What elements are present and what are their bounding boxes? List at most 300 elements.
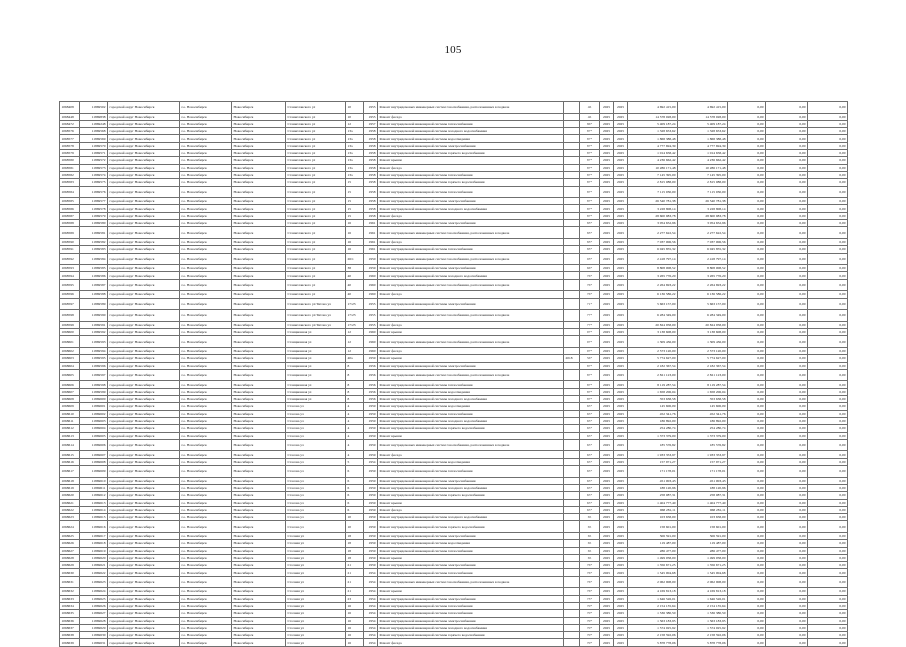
work-type-cell: Ремонт внутридомовой инженерной системы горячего водоснабжения [378, 179, 564, 186]
settlement-cell: г.о. Новосибирск [180, 439, 232, 451]
address-id-cell: 11869571 [80, 150, 108, 157]
owner-funds-cell: 0,00 [766, 113, 808, 120]
owner-funds-cell: 0,00 [766, 150, 808, 157]
object-code-cell: 1068600 [60, 329, 80, 336]
plan-year-from-cell: 2025 [600, 595, 614, 602]
settlement-cell: г.о. Новосибирск [180, 298, 232, 310]
budget-funds-cell: 0,00 [728, 610, 766, 617]
prior-repair-year-cell: 2018 [564, 355, 580, 362]
prior-repair-year-cell [564, 279, 580, 291]
table-row [60, 388, 848, 395]
table-row [60, 113, 848, 120]
house-number-cell: 40а [346, 355, 364, 362]
regional-fund-cost-cell: 2 821 123,00 [678, 369, 728, 381]
priority-index-cell: 76* [580, 562, 600, 569]
regional-fund-cost-cell: 8 808 008,52 [678, 265, 728, 272]
other-funds-cell: 0,00 [808, 205, 848, 212]
build-year-cell: 1960 [364, 272, 378, 279]
address-id-cell: 11869631 [80, 639, 108, 646]
total-cost-cell: 452 341,76 [628, 410, 678, 417]
settlement-cell: г.о. Новосибирск [180, 246, 232, 253]
street-cell: Стасова ул [286, 403, 346, 410]
street-cell: Станиславского ул [286, 171, 346, 178]
municipality-cell: городской округ Новосибирск [108, 310, 180, 322]
plan-year-to-cell: 2025 [614, 569, 628, 576]
work-type-cell: Ремонт крыши [378, 355, 564, 362]
city-cell: Новосибирск [232, 310, 286, 322]
prior-repair-year-cell [564, 329, 580, 336]
budget-funds-cell: 0,00 [728, 128, 766, 135]
other-funds-cell: 0,00 [808, 458, 848, 465]
city-cell: Новосибирск [232, 336, 286, 348]
regional-fund-cost-cell: 145 606,09 [678, 403, 728, 410]
build-year-cell: 1961 [364, 246, 378, 253]
address-id-cell: 11869599 [80, 388, 108, 395]
build-year-cell: 1958 [364, 198, 378, 205]
settlement-cell: г.о. Новосибирск [180, 291, 232, 298]
settlement-cell: г.о. Новосибирск [180, 310, 232, 322]
other-funds-cell: 0,00 [808, 396, 848, 403]
street-cell: Станиславского ул [286, 220, 346, 227]
table-row [60, 588, 848, 595]
other-funds-cell: 0,00 [808, 212, 848, 219]
owner-funds-cell: 0,00 [766, 186, 808, 198]
prior-repair-year-cell [564, 205, 580, 212]
work-type-cell: Ремонт внутридомовой инженерной системы электроснабжения [378, 265, 564, 272]
house-number-cell: 17/23 [346, 310, 364, 322]
municipality-cell: городской округ Новосибирск [108, 113, 180, 120]
city-cell: Новосибирск [232, 329, 286, 336]
table-row [60, 602, 848, 609]
build-year-cell: 1958 [364, 212, 378, 219]
city-cell: Новосибирск [232, 212, 286, 219]
priority-index-cell: 65* [580, 439, 600, 451]
prior-repair-year-cell [564, 310, 580, 322]
address-id-cell: 11869574 [80, 171, 108, 178]
work-type-cell: Ремонт внутридомовой инженерной системы теплоснабжения [378, 186, 564, 198]
street-cell: Сточная ул [286, 540, 346, 547]
settlement-cell: г.о. Новосибирск [180, 432, 232, 439]
budget-funds-cell: 0,00 [728, 102, 766, 114]
table-row [60, 492, 848, 499]
city-cell: Новосибирск [232, 321, 286, 328]
priority-index-cell: 97* [580, 329, 600, 336]
work-type-cell: Ремонт внутридомовых инженерных систем газоснабжения, расположенных в подвале [378, 336, 564, 348]
municipality-cell: городской округ Новосибирск [108, 102, 180, 114]
work-type-cell: Ремонт внутридомовой инженерной системы электроснабжения [378, 595, 564, 602]
regional-fund-cost-cell: 506 591,00 [678, 533, 728, 540]
other-funds-cell: 0,00 [808, 595, 848, 602]
city-cell: Новосибирск [232, 396, 286, 403]
plan-year-to-cell: 2025 [614, 388, 628, 395]
other-funds-cell: 0,00 [808, 466, 848, 478]
other-funds-cell: 0,00 [808, 355, 848, 362]
total-cost-cell: 2 182 367,54 [628, 362, 678, 369]
total-cost-cell: 254 280,74 [628, 425, 678, 432]
municipality-cell: городской округ Новосибирск [108, 562, 180, 569]
work-type-cell: Ремонт внутридомовых инженерных систем газоснабжения, расположенных в подвале [378, 227, 564, 239]
house-number-cell: 15 [346, 205, 364, 212]
prior-repair-year-cell [564, 157, 580, 164]
work-type-cell: Ремонт внутридомовой инженерной системы горячего водоснабжения [378, 492, 564, 499]
budget-funds-cell: 0,00 [728, 499, 766, 506]
city-cell: Новосибирск [232, 102, 286, 114]
plan-year-from-cell: 2025 [600, 432, 614, 439]
owner-funds-cell: 0,00 [766, 157, 808, 164]
work-type-cell: Ремонт внутридомовой инженерной системы холодного водоснабжения [378, 272, 564, 279]
other-funds-cell: 0,00 [808, 347, 848, 354]
other-funds-cell: 0,00 [808, 186, 848, 198]
object-code-cell: 1068613 [60, 432, 80, 439]
budget-funds-cell: 0,00 [728, 569, 766, 576]
prior-repair-year-cell [564, 569, 580, 576]
priority-index-cell: 65* [580, 432, 600, 439]
settlement-cell: г.о. Новосибирск [180, 102, 232, 114]
house-number-cell: 13а [346, 157, 364, 164]
table-row [60, 186, 848, 198]
build-year-cell: 1950 [364, 253, 378, 265]
address-id-cell: 11869623 [80, 576, 108, 588]
table-row [60, 562, 848, 569]
address-id-cell: 11869583 [80, 246, 108, 253]
table-row [60, 484, 848, 491]
house-number-cell: 10 [346, 102, 364, 114]
plan-year-from-cell: 2025 [600, 265, 614, 272]
prior-repair-year-cell [564, 632, 580, 639]
address-id-cell: 11869627 [80, 610, 108, 617]
regional-fund-cost-cell: 3 138 608,00 [678, 329, 728, 336]
settlement-cell: г.о. Новосибирск [180, 533, 232, 540]
work-type-cell: Ремонт внутридомовой инженерной системы холодного водоснабжения [378, 128, 564, 135]
street-cell: Станционная ул [286, 381, 346, 388]
prior-repair-year-cell [564, 120, 580, 127]
work-type-cell: Ремонт внутридомовой инженерной системы электроснабжения [378, 533, 564, 540]
municipality-cell: городской округ Новосибирск [108, 135, 180, 142]
plan-year-to-cell: 2025 [614, 347, 628, 354]
plan-year-to-cell: 2025 [614, 265, 628, 272]
street-cell: Станиславского ул [286, 238, 346, 245]
other-funds-cell: 0,00 [808, 120, 848, 127]
other-funds-cell: 0,00 [808, 632, 848, 639]
address-id-cell: 11869622 [80, 569, 108, 576]
total-cost-cell: 103 658,00 [628, 514, 678, 521]
regional-fund-cost-cell: 2 815 088,00 [678, 179, 728, 186]
address-id-cell: 11869592 [80, 329, 108, 336]
work-type-cell: Ремонт внутридомовой инженерной системы горячего водоснабжения [378, 521, 564, 533]
priority-index-cell: 65 [580, 540, 600, 547]
house-number-cell: 12 [346, 329, 364, 336]
plan-year-to-cell: 2025 [614, 329, 628, 336]
settlement-cell: г.о. Новосибирск [180, 624, 232, 631]
street-cell: Сточная ул [286, 569, 346, 576]
total-cost-cell: 3 054 652,96 [628, 220, 678, 227]
owner-funds-cell: 0,00 [766, 562, 808, 569]
prior-repair-year-cell [564, 272, 580, 279]
regional-fund-cost-cell: 353 638,58 [678, 396, 728, 403]
other-funds-cell: 0,00 [808, 142, 848, 149]
plan-year-to-cell: 2025 [614, 157, 628, 164]
owner-funds-cell: 0,00 [766, 205, 808, 212]
address-id-cell: 11869621 [80, 562, 108, 569]
total-cost-cell: 286 477,00 [628, 547, 678, 554]
other-funds-cell: 0,00 [808, 246, 848, 253]
build-year-cell: 1956 [364, 369, 378, 381]
prior-repair-year-cell [564, 265, 580, 272]
object-code-cell: 1068626 [60, 540, 80, 547]
owner-funds-cell: 0,00 [766, 253, 808, 265]
plan-year-to-cell: 2025 [614, 458, 628, 465]
regional-fund-cost-cell: 1 933 353,97 [678, 451, 728, 458]
house-number-cell: 12 [346, 347, 364, 354]
address-id-cell: 11869626 [80, 602, 108, 609]
object-code-cell: 1068596 [60, 291, 80, 298]
table-row [60, 120, 848, 127]
house-number-cell: 8 [346, 369, 364, 381]
plan-year-to-cell: 2025 [614, 403, 628, 410]
priority-index-cell: 70* [580, 617, 600, 624]
priority-index-cell: 65* [580, 403, 600, 410]
table-row [60, 369, 848, 381]
build-year-cell: 1959 [364, 484, 378, 491]
build-year-cell: 1960 [364, 291, 378, 298]
priority-index-cell: 87* [580, 198, 600, 205]
other-funds-cell: 0,00 [808, 279, 848, 291]
address-id-cell: 11869585 [80, 265, 108, 272]
build-year-cell: 1956 [364, 388, 378, 395]
plan-year-from-cell: 2025 [600, 205, 614, 212]
house-number-cell: 13а [346, 135, 364, 142]
work-type-cell: Ремонт фасада [378, 212, 564, 219]
total-cost-cell: 258 087,31 [628, 492, 678, 499]
owner-funds-cell: 0,00 [766, 521, 808, 533]
address-id-cell: 11869628 [80, 617, 108, 624]
regional-fund-cost-cell: 2 158 592,06 [678, 632, 728, 639]
house-number-cell: 6 [346, 466, 364, 478]
plan-year-to-cell: 2025 [614, 547, 628, 554]
house-number-cell: 18 [346, 554, 364, 561]
prior-repair-year-cell [564, 466, 580, 478]
regional-fund-cost-cell: 119 487,00 [678, 540, 728, 547]
plan-year-from-cell: 2025 [600, 171, 614, 178]
settlement-cell: г.о. Новосибирск [180, 639, 232, 646]
total-cost-cell: 1 328 653,62 [628, 128, 678, 135]
plan-year-from-cell: 2025 [600, 617, 614, 624]
regional-fund-cost-cell: 1 536 380,50 [678, 610, 728, 617]
street-cell: Сточная ул [286, 554, 346, 561]
other-funds-cell: 0,00 [808, 403, 848, 410]
address-id-cell: 11869581 [80, 227, 108, 239]
total-cost-cell: 6 284 349,00 [628, 310, 678, 322]
settlement-cell: г.о. Новосибирск [180, 484, 232, 491]
object-code-cell: 1068472 [60, 120, 80, 127]
plan-year-from-cell: 2025 [600, 632, 614, 639]
plan-year-from-cell: 2025 [600, 120, 614, 127]
table-row [60, 451, 848, 458]
total-cost-cell: 1 356 671,25 [628, 562, 678, 569]
prior-repair-year-cell [564, 179, 580, 186]
settlement-cell: г.о. Новосибирск [180, 164, 232, 171]
plan-year-from-cell: 2025 [600, 425, 614, 432]
address-id-cell: 11869616 [80, 521, 108, 533]
address-id-cell: 11869575 [80, 179, 108, 186]
house-number-cell: 4 [346, 425, 364, 432]
address-id-cell: 11869589 [80, 298, 108, 310]
settlement-cell: г.о. Новосибирск [180, 362, 232, 369]
regional-fund-cost-cell: 451 003,43 [678, 477, 728, 484]
budget-funds-cell: 0,00 [728, 547, 766, 554]
priority-index-cell: 65* [580, 506, 600, 513]
settlement-cell: г.о. Новосибирск [180, 396, 232, 403]
table-row [60, 179, 848, 186]
build-year-cell: 1959 [364, 439, 378, 451]
work-type-cell: Ремонт внутридомовой инженерной системы теплоснабжения [378, 569, 564, 576]
build-year-cell: 1959 [364, 432, 378, 439]
other-funds-cell: 0,00 [808, 336, 848, 348]
city-cell: Новосибирск [232, 381, 286, 388]
other-funds-cell: 0,00 [808, 588, 848, 595]
owner-funds-cell: 0,00 [766, 506, 808, 513]
budget-funds-cell: 0,00 [728, 617, 766, 624]
other-funds-cell: 0,00 [808, 499, 848, 506]
build-year-cell: 1958 [364, 135, 378, 142]
budget-funds-cell: 0,00 [728, 355, 766, 362]
budget-funds-cell: 0,00 [728, 212, 766, 219]
object-code-cell: 1068601 [60, 336, 80, 348]
street-cell: Станционная ул [286, 329, 346, 336]
priority-index-cell: 87* [580, 369, 600, 381]
street-cell: Станиславского ул/Титова ул [286, 321, 346, 328]
other-funds-cell: 0,00 [808, 540, 848, 547]
total-cost-cell: 5 774 627,00 [628, 355, 678, 362]
plan-year-to-cell: 2025 [614, 410, 628, 417]
owner-funds-cell: 0,00 [766, 272, 808, 279]
work-type-cell: Ремонт внутридомовой инженерной системы теплоснабжения [378, 602, 564, 609]
municipality-cell: городской округ Новосибирск [108, 569, 180, 576]
build-year-cell: 1955 [364, 113, 378, 120]
municipality-cell: городской округ Новосибирск [108, 602, 180, 609]
city-cell: Новосибирск [232, 403, 286, 410]
plan-year-from-cell: 2025 [600, 410, 614, 417]
build-year-cell: 1957 [364, 120, 378, 127]
build-year-cell: 1956 [364, 396, 378, 403]
street-cell: Станционная ул [286, 362, 346, 369]
priority-index-cell: 87* [580, 362, 600, 369]
total-cost-cell: 1 868 388,48 [628, 135, 678, 142]
settlement-cell: г.о. Новосибирск [180, 238, 232, 245]
plan-year-from-cell: 2025 [600, 186, 614, 198]
budget-funds-cell: 0,00 [728, 171, 766, 178]
budget-funds-cell: 0,00 [728, 602, 766, 609]
house-number-cell: 4 [346, 417, 364, 424]
house-number-cell: 16 [346, 617, 364, 624]
municipality-cell: городской округ Новосибирск [108, 279, 180, 291]
house-number-cell: 13а [346, 150, 364, 157]
regional-fund-cost-cell: 1 404 777,40 [678, 499, 728, 506]
municipality-cell: городской округ Новосибирск [108, 632, 180, 639]
plan-year-from-cell: 2025 [600, 396, 614, 403]
house-number-cell: 18 [346, 547, 364, 554]
prior-repair-year-cell [564, 506, 580, 513]
budget-funds-cell: 0,00 [728, 466, 766, 478]
object-code-cell: 1068595 [60, 279, 80, 291]
build-year-cell: 1959 [364, 506, 378, 513]
prior-repair-year-cell [564, 451, 580, 458]
object-code-cell: 1068608 [60, 396, 80, 403]
regional-fund-cost-cell: 452 341,76 [678, 410, 728, 417]
work-type-cell: Ремонт внутридомовой инженерной системы водоотведения [378, 403, 564, 410]
total-cost-cell: 1 404 777,40 [628, 499, 678, 506]
table-row [60, 128, 848, 135]
build-year-cell: 1956 [364, 381, 378, 388]
object-code-cell: 1068605 [60, 369, 80, 381]
city-cell: Новосибирск [232, 347, 286, 354]
prior-repair-year-cell [564, 186, 580, 198]
other-funds-cell: 0,00 [808, 477, 848, 484]
table-row [60, 632, 848, 639]
priority-index-cell: 46 [580, 113, 600, 120]
work-type-cell: Ремонт внутридомовых инженерных систем газоснабжения, расположенных в подвале [378, 576, 564, 588]
total-cost-cell: 3 265 776,20 [628, 272, 678, 279]
house-number-cell: 15 [346, 179, 364, 186]
city-cell: Новосибирск [232, 425, 286, 432]
other-funds-cell: 0,00 [808, 362, 848, 369]
plan-year-from-cell: 2025 [600, 506, 614, 513]
work-type-cell: Ремонт фасада [378, 291, 564, 298]
regional-fund-cost-cell: 1 328 653,62 [678, 128, 728, 135]
settlement-cell: г.о. Новосибирск [180, 602, 232, 609]
table-row [60, 157, 848, 164]
other-funds-cell: 0,00 [808, 417, 848, 424]
settlement-cell: г.о. Новосибирск [180, 554, 232, 561]
priority-index-cell: 87* [580, 381, 600, 388]
build-year-cell: 1954 [364, 588, 378, 595]
city-cell: Новосибирск [232, 355, 286, 362]
regional-fund-cost-cell: 4 692 415,00 [678, 102, 728, 114]
owner-funds-cell: 0,00 [766, 246, 808, 253]
priority-index-cell: 83* [580, 246, 600, 253]
house-number-cell: 6 [346, 506, 364, 513]
prior-repair-year-cell [564, 403, 580, 410]
address-id-cell: 11869570 [80, 142, 108, 149]
plan-year-to-cell: 2025 [614, 171, 628, 178]
table-row [60, 298, 848, 310]
owner-funds-cell: 0,00 [766, 484, 808, 491]
settlement-cell: г.о. Новосибирск [180, 451, 232, 458]
budget-funds-cell: 0,00 [728, 521, 766, 533]
owner-funds-cell: 0,00 [766, 135, 808, 142]
plan-year-to-cell: 2025 [614, 253, 628, 265]
plan-year-to-cell: 2025 [614, 321, 628, 328]
owner-funds-cell: 0,00 [766, 142, 808, 149]
priority-index-cell: 46 [580, 102, 600, 114]
settlement-cell: г.о. Новосибирск [180, 381, 232, 388]
plan-year-from-cell: 2025 [600, 477, 614, 484]
settlement-cell: г.о. Новосибирск [180, 562, 232, 569]
total-cost-cell: 157 971,27 [628, 458, 678, 465]
house-number-cell: 16 [346, 220, 364, 227]
build-year-cell: 1958 [364, 171, 378, 178]
city-cell: Новосибирск [232, 639, 286, 646]
object-code-cell: 1068637 [60, 624, 80, 631]
municipality-cell: городской округ Новосибирск [108, 265, 180, 272]
municipality-cell: городской округ Новосибирск [108, 451, 180, 458]
house-number-cell: 13а [346, 164, 364, 171]
house-number-cell: 18 [346, 533, 364, 540]
house-number-cell: 8 [346, 362, 364, 369]
plan-year-to-cell: 2025 [614, 417, 628, 424]
city-cell: Новосибирск [232, 135, 286, 142]
work-type-cell: Ремонт фасада [378, 164, 564, 171]
